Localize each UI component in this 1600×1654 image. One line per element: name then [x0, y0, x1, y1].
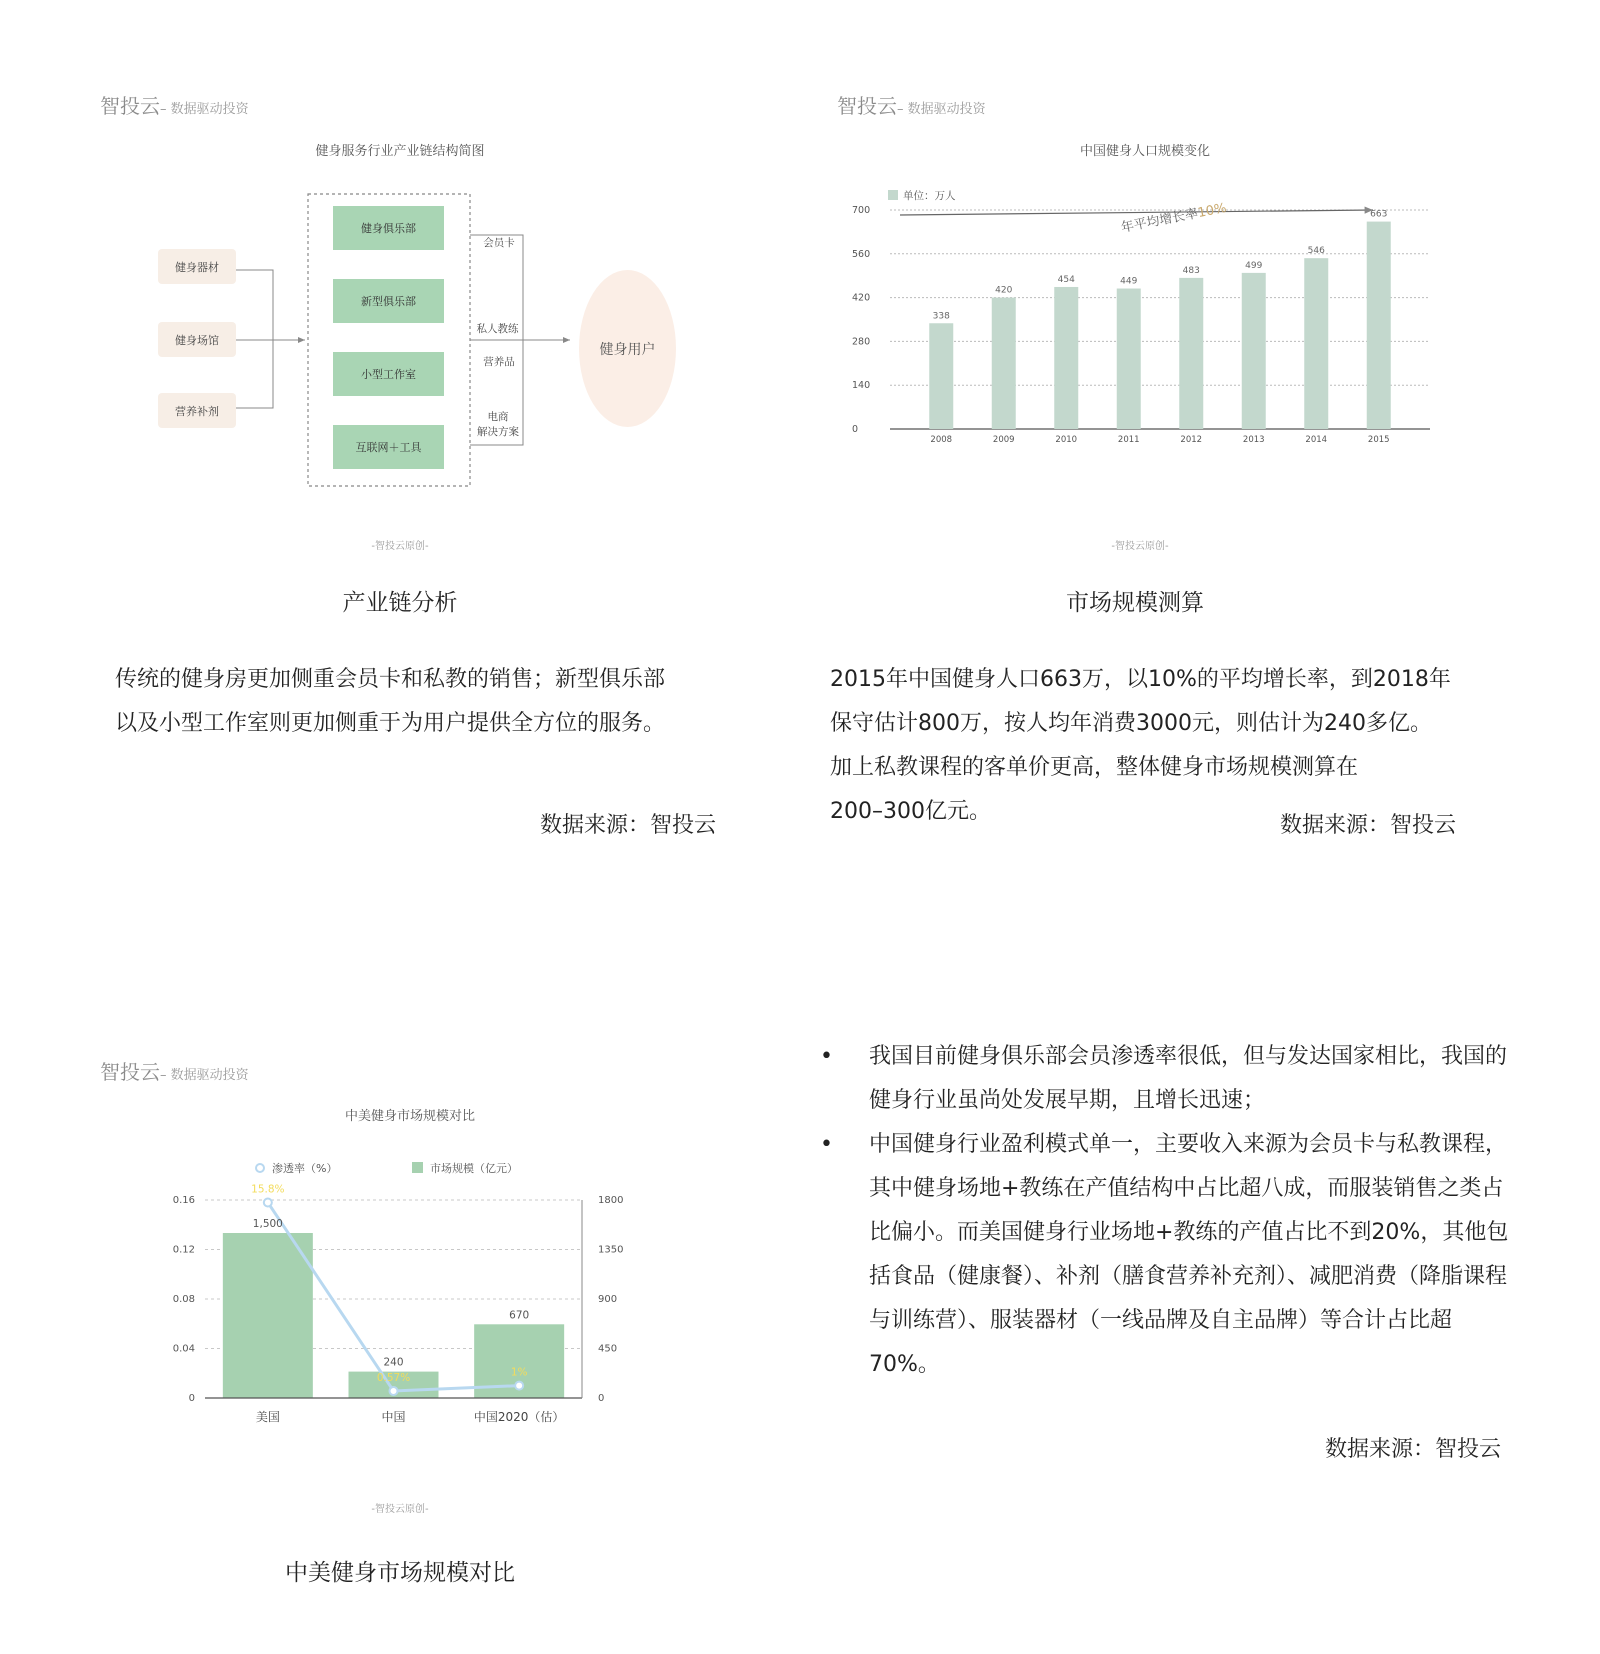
x-tick-label: 2015 — [1367, 435, 1390, 445]
chain-left-item: 营养补剂 — [158, 393, 236, 428]
brand-logo-2 — [837, 90, 986, 119]
bar — [1179, 278, 1203, 429]
chart-title-comparison: 中美健身市场规模对比 — [344, 1109, 475, 1124]
bar — [1117, 289, 1141, 429]
caption-market-size: 市场规模测算 — [1066, 590, 1204, 616]
bar-value-label: 483 — [1182, 265, 1200, 276]
bullet-item: • 中国健身行业盈利模式单一，主要收入来源为会员卡与私教课程，其中健身场地+教练在产值结构中占比超八成，而服装销售之类占比偏小。而美国健身行业场地+教练的产值占比不到20%，其他包括食品（健康餐）、补剂（膳食营养补充剂）、减肥消费（降脂课程与训练营）、服装器材（一线品牌及自主品牌）等合计占比超70%。 — [820, 1123, 1520, 1387]
chain-center-item: 小型工作室 — [333, 352, 444, 396]
brand-logo-3 — [100, 1056, 249, 1085]
x-tick-label: 2008 — [930, 435, 953, 445]
figure-credit: -智投云原创- — [371, 1504, 429, 1515]
x-tick-label: 美国 — [255, 1410, 280, 1424]
chain-center-item: 新型俱乐部 — [333, 279, 444, 323]
figure-credit: -智投云原创- — [371, 541, 429, 552]
paragraph-line: 2015年中国健身人口663万，以10%的平均增长率，到2018年 — [830, 667, 1451, 692]
paragraph-line: 以及小型工作室则更加侧重于为用户提供全方位的服务。 — [115, 711, 666, 736]
paragraph-line: 加上私教课程的客单价更高，整体健身市场规模测算在 — [830, 755, 1359, 780]
chain-right-label: 私人教练 — [476, 323, 519, 335]
chain-right-label: 电商 解决方案 — [477, 411, 519, 438]
brand-name: 智投云 — [100, 1060, 160, 1084]
line-point — [390, 1387, 398, 1395]
line-value-label: 0.57% — [376, 1371, 411, 1384]
chain-target-users: 健身用户 — [579, 270, 676, 427]
bar — [1054, 287, 1078, 429]
bar — [992, 298, 1016, 429]
legend-label: 单位：万人 — [903, 190, 956, 202]
x-tick-label: 中国 — [381, 1410, 406, 1424]
right-tick-label: 450 — [598, 1343, 618, 1355]
paragraph-line: 保守估计800万，按人均年消费3000元，则估计为240多亿。 — [830, 711, 1432, 736]
bar — [1367, 222, 1391, 429]
caption-industry-chain: 产业链分析 — [342, 590, 458, 616]
figure-credit: -智投云原创- — [1111, 541, 1169, 552]
paragraph-line: 200–300亿元。 — [830, 799, 991, 824]
brand-name: 智投云 — [100, 94, 160, 118]
bar — [1242, 273, 1266, 429]
line-point — [264, 1198, 272, 1206]
x-tick-label: 2012 — [1180, 435, 1203, 445]
chain-right-label: 营养品 — [483, 356, 515, 368]
legend-label: 市场规模（亿元） — [430, 1162, 518, 1175]
right-tick-label: 0 — [598, 1393, 605, 1404]
left-tick-label: 0.04 — [172, 1343, 195, 1355]
bar-value-label: 420 — [995, 285, 1013, 296]
right-tick-label: 900 — [598, 1294, 618, 1305]
bar-value-label: 546 — [1307, 246, 1325, 257]
bar — [1304, 258, 1328, 429]
y-tick-label: 560 — [852, 248, 871, 260]
bar-value-label: 240 — [383, 1356, 404, 1369]
chain-left-item: 健身场馆 — [158, 322, 236, 357]
y-tick-label: 420 — [852, 292, 871, 304]
caption-comparison: 中美健身市场规模对比 — [285, 1560, 515, 1586]
x-tick-label: 2010 — [1055, 435, 1078, 445]
chart-population — [830, 180, 1440, 450]
left-tick-label: 0 — [188, 1393, 195, 1404]
legend-swatch — [888, 190, 898, 200]
x-tick-label: 2014 — [1305, 435, 1328, 445]
source-note-4: 数据来源：智投云 — [1324, 1437, 1501, 1462]
y-tick-label: 0 — [852, 424, 859, 435]
right-tick-label: 1350 — [598, 1244, 624, 1256]
chart-comparison — [150, 1150, 650, 1440]
bullet-item: • 我国目前健身俱乐部会员渗透率很低，但与发达国家相比，我国的健身行业虽尚处发展早期，且增长迅速； — [820, 1035, 1520, 1123]
line-point — [515, 1382, 523, 1390]
legend-bar-swatch — [412, 1162, 423, 1173]
legend-line-marker — [256, 1164, 264, 1172]
source-note-2: 数据来源：智投云 — [1279, 813, 1456, 838]
paragraph-line: 传统的健身房更加侧重会员卡和私教的销售；新型俱乐部 — [115, 667, 666, 692]
chain-center-item: 互联网＋工具 — [333, 425, 444, 469]
x-tick-label: 2011 — [1117, 435, 1140, 445]
bar — [929, 323, 953, 429]
chart-title-population: 中国健身人口规模变化 — [1079, 144, 1210, 159]
brand-subtitle: – 数据驱动投资 — [897, 102, 986, 117]
bar-value-label: 670 — [509, 1309, 530, 1322]
paragraph-industry-chain — [115, 658, 735, 746]
left-tick-label: 0.08 — [172, 1294, 195, 1305]
y-tick-label: 700 — [852, 205, 871, 216]
y-tick-label: 140 — [852, 380, 871, 392]
bar-value-label: 1,500 — [252, 1218, 283, 1230]
line-value-label: 1% — [510, 1366, 528, 1379]
bar-value-label: 338 — [932, 311, 950, 322]
line-value-label: 15.8% — [251, 1183, 285, 1196]
right-tick-label: 1800 — [598, 1195, 624, 1206]
chain-center-item: 健身俱乐部 — [333, 206, 444, 250]
brand-name: 智投云 — [837, 94, 897, 118]
brand-subtitle: – 数据驱动投资 — [160, 102, 249, 117]
brand-subtitle: – 数据驱动投资 — [160, 1068, 249, 1083]
legend-label: 渗透率（%） — [272, 1162, 338, 1175]
growth-label: 年平均增长率10% — [1119, 200, 1228, 236]
x-tick-label: 2009 — [992, 435, 1015, 445]
left-tick-label: 0.16 — [172, 1195, 195, 1206]
growth-arrow — [900, 210, 1373, 215]
source-note-1: 数据来源：智投云 — [539, 813, 716, 838]
bar-value-label: 499 — [1245, 260, 1263, 271]
diagram-title: 健身服务行业产业链结构简图 — [315, 144, 485, 159]
bar-value-label: 454 — [1057, 274, 1075, 285]
bullet-list — [820, 1035, 1520, 1387]
bar — [223, 1233, 313, 1398]
bar-value-label: 663 — [1370, 209, 1388, 220]
x-tick-label: 2013 — [1242, 435, 1265, 445]
left-tick-label: 0.12 — [172, 1244, 195, 1256]
bar-value-label: 449 — [1120, 276, 1138, 287]
y-tick-label: 280 — [852, 336, 871, 348]
chain-right-label: 会员卡 — [483, 237, 515, 249]
chain-left-item: 健身器材 — [158, 249, 236, 284]
x-tick-label: 中国2020（估） — [473, 1410, 565, 1424]
